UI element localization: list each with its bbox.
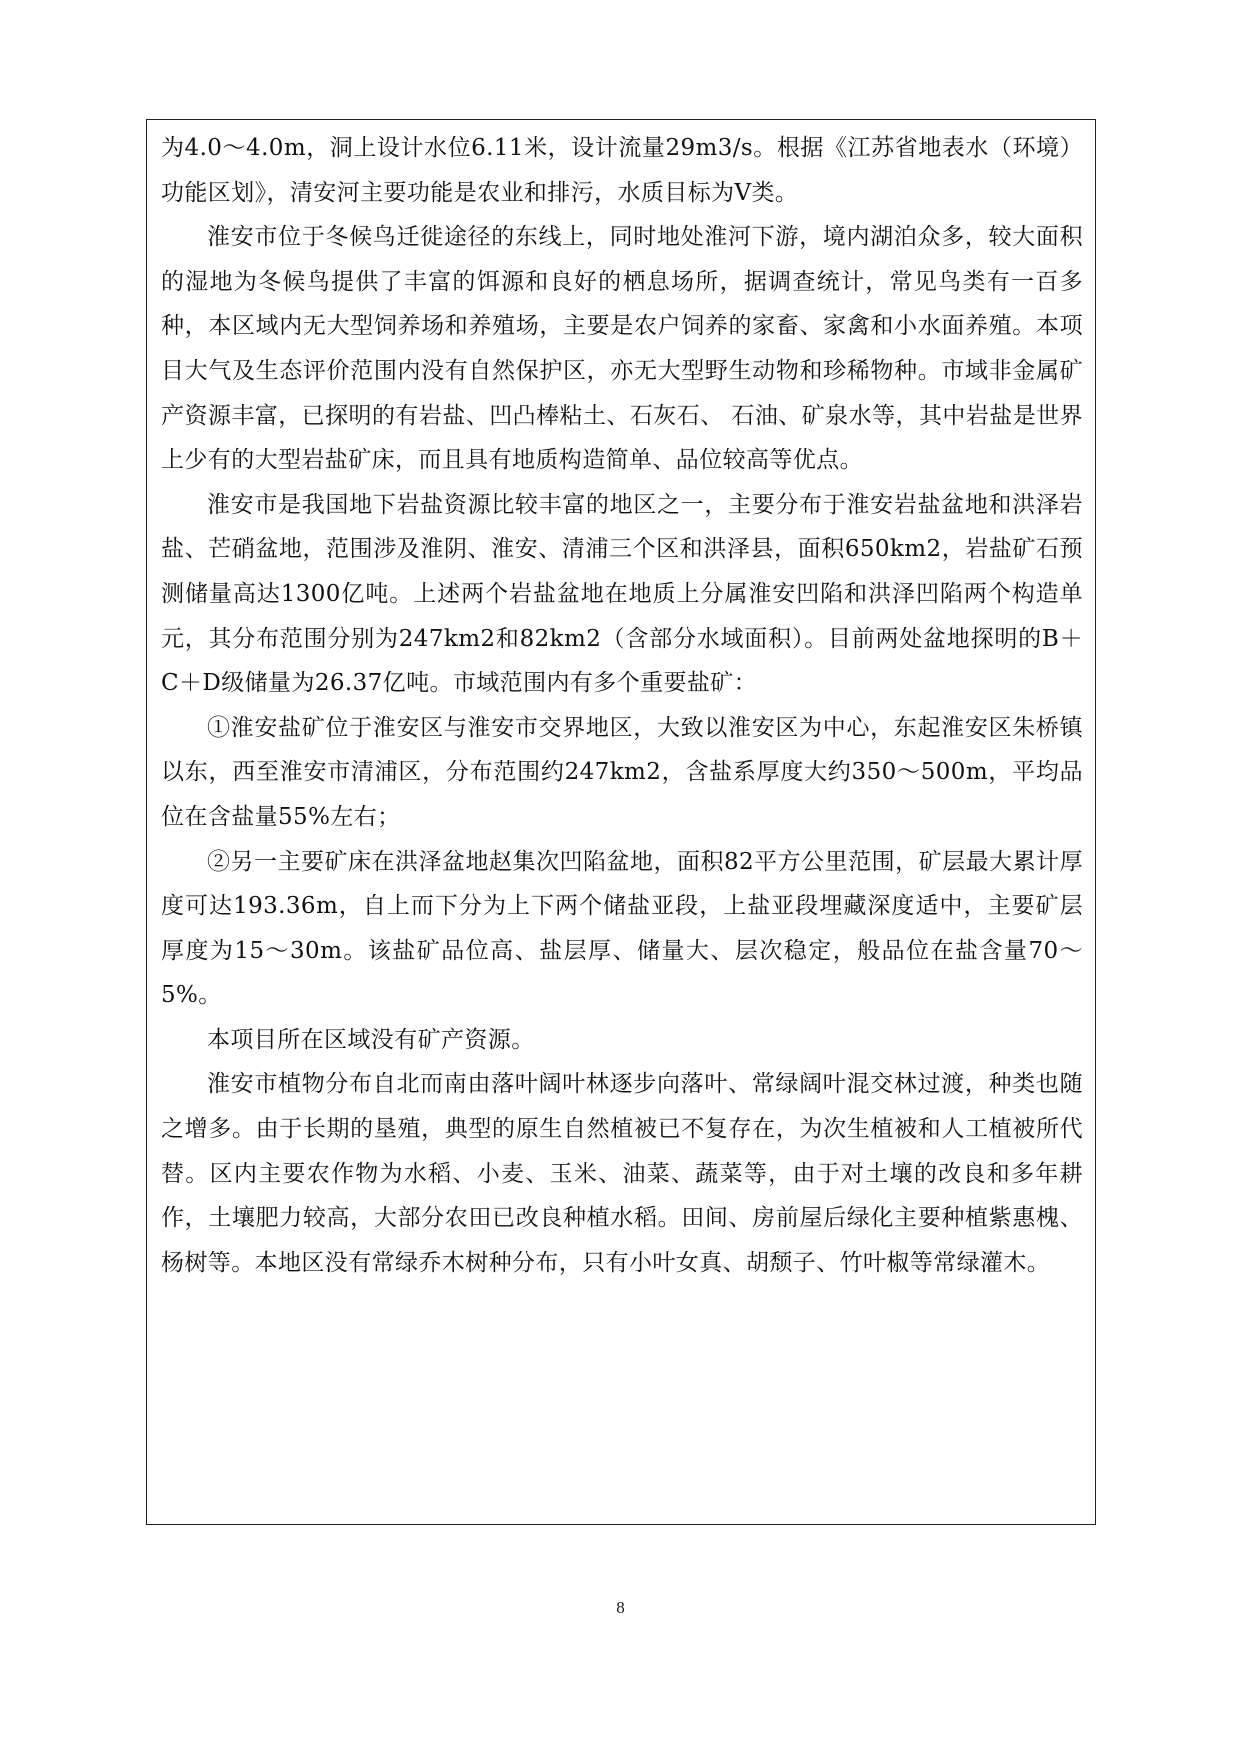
paragraph-no-minerals: 本项目所在区域没有矿产资源。: [207, 1026, 535, 1053]
document-body: [161, 126, 1083, 1285]
paragraph-river: 为4.0～4.0m，洞上设计水位6.11米，设计流量29m3/s。根据《江苏省地表水（环境）功能区划》，清安河主要功能是农业和排污，水质目标为Ⅴ类。: [161, 135, 1083, 206]
paragraph-vegetation: 淮安市植物分布自北而南由落叶阔叶林逐步向落叶、常绿阔叶混交林过渡，种类也随之增多。由于长期的垦殖，典型的原生自然植被已不复存在，为次生植被和人工植被所代替。区内主要农作物为水稻、小麦、玉米、油菜、蔬菜等，由于对土壤的改良和多年耕作，土壤肥力较高，大部分农田已改良种植水稻。田间、房前屋后绿化主要种植紫惠槐、杨树等。本地区没有常绿乔木树种分布，只有小叶女真、胡颓子、竹叶椒等常绿灌木。: [161, 1071, 1083, 1276]
paragraph-salt-resources: 淮安市是我国地下岩盐资源比较丰富的地区之一，主要分布于淮安岩盐盆地和洪泽岩盐、芒硝盆地，范围涉及淮阴、淮安、清浦三个区和洪泽县，面积650km2，岩盐矿石预测储量高达1300亿吨。上述两个岩盐盆地在地质上分属淮安凹陷和洪泽凹陷两个构造单元，其分布范围分别为247km2和82km2（含部分水域面积）。目前两处盆地探明的B＋C＋D级储量为26.37亿吨。市域范围内有多个重要盐矿：: [161, 491, 1083, 697]
paragraph-huaian-salt-mine: ①淮安盐矿位于淮安区与淮安市交界地区，大致以淮安区为中心，东起淮安区朱桥镇以东，西至淮安市清浦区，分布范围约247km2，含盐系厚度大约350～500m，平均品位在含盐量55%左右；: [161, 714, 1083, 830]
content-frame: [146, 119, 1096, 1525]
page-number: 8: [616, 1598, 625, 1617]
paragraph-birds-minerals: 淮安市位于冬候鸟迁徙途径的东线上，同时地处淮河下游，境内湖泊众多，较大面积的湿地为冬候鸟提供了丰富的饵源和良好的栖息场所，据调查统计，常见鸟类有一百多种，本区域内无大型饲养场和养殖场，主要是农户饲养的家畜、家禽和小水面养殖。本项目大气及生态评价范围内没有自然保护区，亦无大型野生动物和珍稀物种。市域非金属矿产资源丰富，已探明的有岩盐、凹凸棒粘土、石灰石、 石油、矿泉水等，其中岩盐是世界上少有的大型岩盐矿床，而且具有地质构造简单、品位较高等优点。: [161, 224, 1083, 474]
paragraph-hongze-salt-mine: ②另一主要矿床在洪泽盆地赵集次凹陷盆地，面积82平方公里范围，矿层最大累计厚度可达193.36m，自上而下分为上下两个储盐亚段，上盐亚段埋藏深度适中，主要矿层厚度为15～30m。该盐矿品位高、盐层厚、储量大、层次稳定，般品位在盐含量70～5%。: [161, 848, 1083, 1009]
